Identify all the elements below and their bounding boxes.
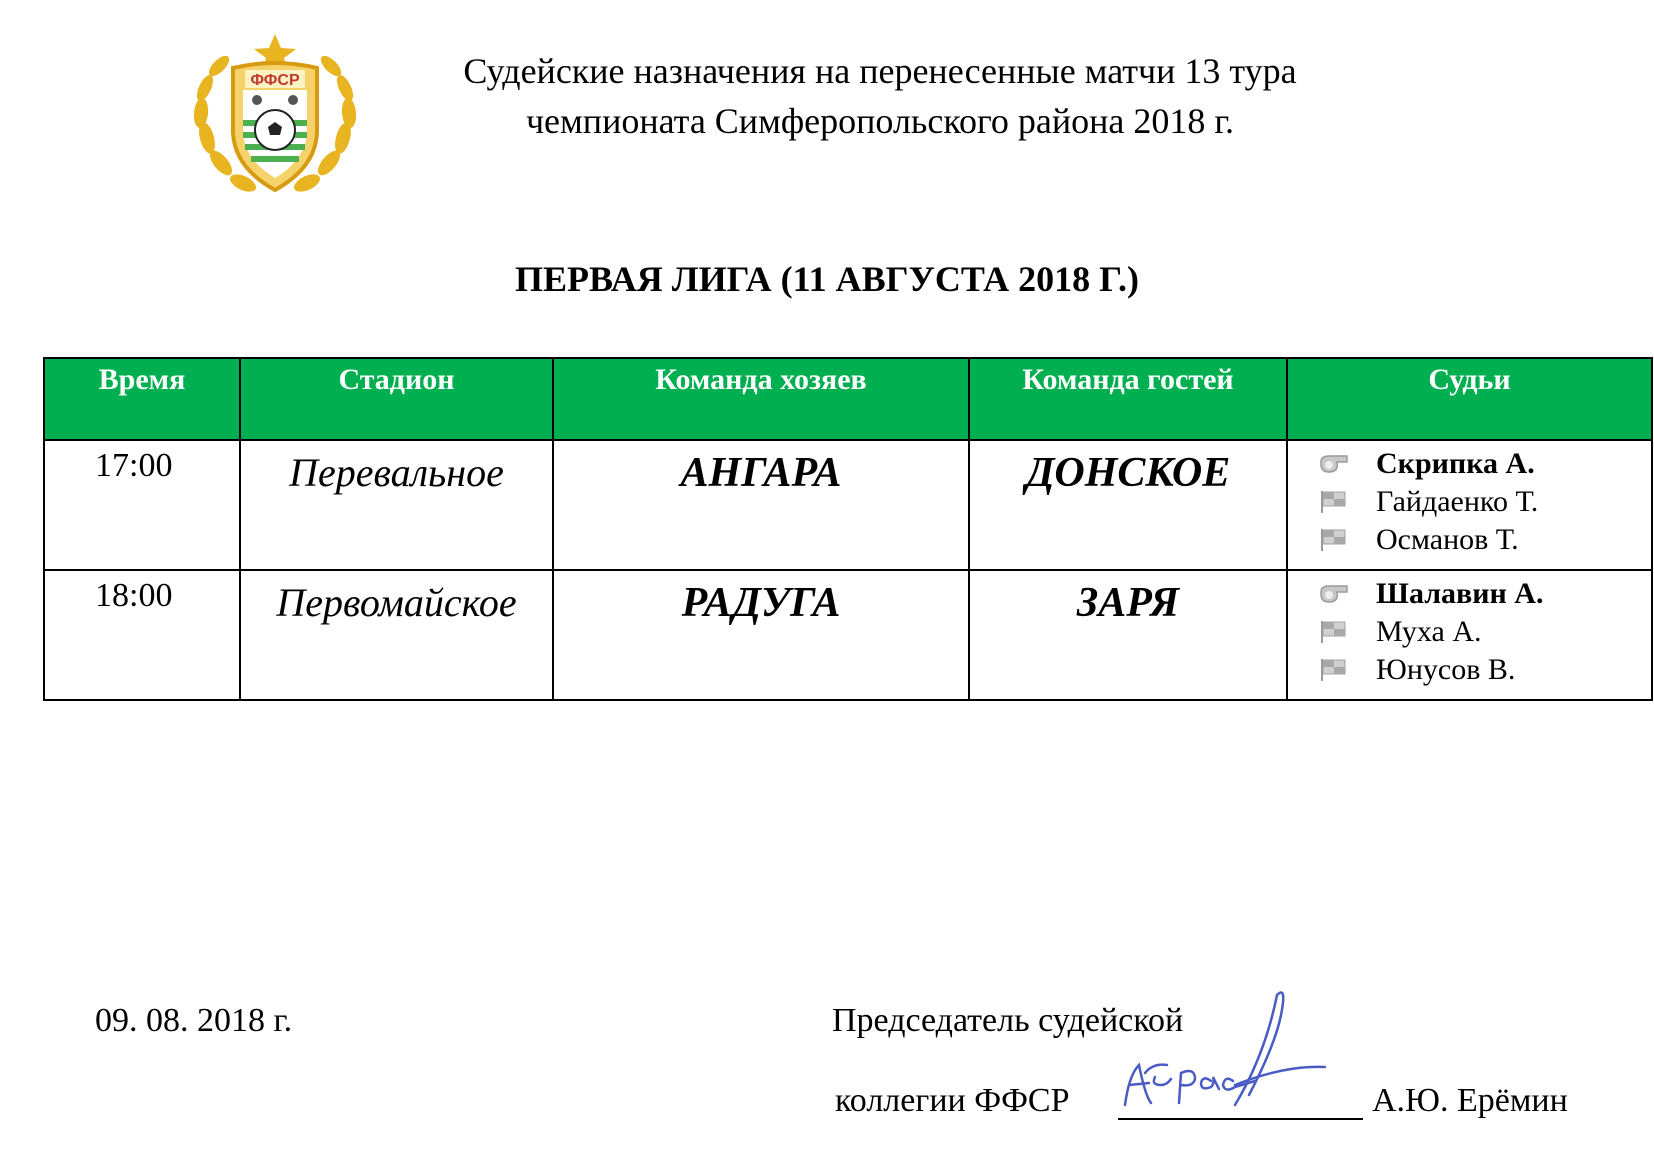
whistle-icon [1314, 450, 1354, 478]
assistant-referee-name: Юнусов В. [1376, 653, 1516, 686]
assistant-referee-name: Гайдаенко Т. [1376, 485, 1539, 518]
col-header-referees: Судьи [1287, 358, 1652, 440]
document-title [380, 46, 1380, 146]
assistant-referee [1314, 521, 1651, 559]
schedule-table [43, 357, 1653, 701]
assistant-referee-name: Муха А. [1376, 615, 1482, 648]
flag-icon [1314, 656, 1354, 684]
assistant-referee [1314, 651, 1651, 689]
flag-icon [1314, 488, 1354, 516]
referees-cell [1287, 570, 1652, 700]
main-referee-name: Шалавин А. [1376, 577, 1544, 610]
main-referee-name: Скрипка А. [1376, 447, 1535, 480]
col-header-time: Время [44, 358, 240, 440]
svg-text:ФФСР: ФФСР [250, 72, 300, 89]
assistant-referee [1314, 483, 1651, 521]
ffsr-logo [185, 28, 365, 208]
away-team: ЗАРЯ [969, 570, 1287, 700]
match-time: 17:00 [44, 440, 240, 570]
col-header-away-team: Команда гостей [969, 358, 1287, 440]
col-header-stadium: Стадион [240, 358, 553, 440]
title-line-1: Судейские назначения на перенесенные матчи 13 тура [463, 51, 1297, 91]
table-row [44, 440, 1652, 570]
flag-icon [1314, 526, 1354, 554]
title-line-2: чемпионата Симферопольского района 2018 г. [525, 101, 1235, 141]
match-time: 18:00 [44, 570, 240, 700]
table-row [44, 570, 1652, 700]
home-team: РАДУГА [553, 570, 969, 700]
handwritten-signature [1115, 985, 1335, 1125]
league-title: ПЕРВАЯ ЛИГА (11 АВГУСТА 2018 Г.) [515, 259, 1139, 299]
table-header-row [44, 358, 1652, 440]
chair-title-line-2: коллегии ФФСР [835, 1082, 1070, 1119]
assistant-referee-name: Османов Т. [1376, 523, 1519, 556]
document-date: 09. 08. 2018 г. [95, 1002, 293, 1039]
signer-name: А.Ю. Ерёмин [1372, 1082, 1568, 1119]
away-team: ДОНСКОЕ [969, 440, 1287, 570]
referees-cell [1287, 440, 1652, 570]
col-header-home-team: Команда хозяев [553, 358, 969, 440]
flag-icon [1314, 618, 1354, 646]
match-stadium: Первомайское [240, 570, 553, 700]
home-team: АНГАРА [553, 440, 969, 570]
whistle-icon [1314, 580, 1354, 608]
chair-title-line-1: Председатель судейской [832, 1002, 1184, 1039]
main-referee [1314, 445, 1651, 483]
match-stadium: Перевальное [240, 440, 553, 570]
assistant-referee [1314, 613, 1651, 651]
main-referee [1314, 575, 1651, 613]
